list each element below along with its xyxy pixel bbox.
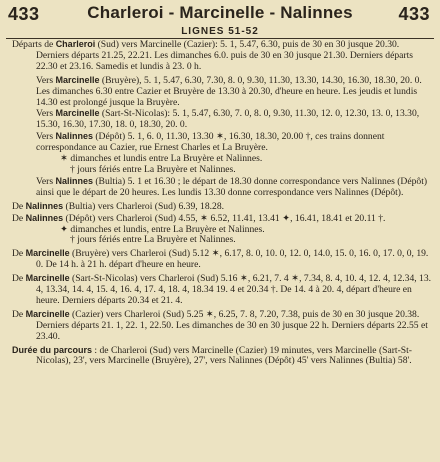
paragraph-text: (Bultia) 5. 1 et 16.30 ; le départ de 18.30 donne correspondance vers Nalinnes (Dépôt) ainsi que le départ de 20 heures. Les lundis 13.30 donne correspondance vers Nalinnes (Dépôt). (36, 175, 428, 198)
schedule-paragraph (6, 39, 434, 73)
paragraph-text: : de Charleroi (Sud) vers Marcinelle (Cazier) 19 minutes, vers Marcinelle (Sart-St-Nicolas), 23', vers Marcinelle (Bruyère), 27', vers Nalinnes (Dépôt) 45' vers Nalinnes (Bultia) 58'. (36, 344, 412, 367)
schedule-paragraph (6, 201, 434, 213)
paragraph-lead: De (12, 248, 26, 260)
paragraph-text: (Dépôt) 5. 1, 6. 0, 11.30, 13.30 ✶, 16.30, 18.30, 20.00 †, ces trains donnent correspondance au Cazier, rue Ernest Charles et La Bruyère. (36, 131, 385, 154)
footnote: ✶ dimanches et lundis entre La Bruyère et Nalinnes. (60, 153, 263, 165)
schedule-paragraph (6, 131, 434, 154)
schedule-paragraph (6, 108, 434, 131)
lines-subtitle: LIGNES 51-52 (181, 26, 259, 37)
place-name: Marcinelle (55, 74, 100, 85)
paragraph-text: (Dépôt) vers Charleroi (Sud) 4.55, ✶ 6.52, 11.41, 13.41 ✦, 16.41, 18.41 et 20.11 †. (63, 212, 386, 224)
paragraph-lead: Départs de (12, 39, 56, 50)
schedule-paragraph (6, 273, 434, 307)
place-name: Nalinnes (25, 200, 64, 211)
timetable-header (6, 2, 434, 28)
schedule-paragraph (6, 176, 434, 199)
paragraph-text: (Bruyère) vers Charleroi (Sud) 5.12 ✶, 6.17, 8. 0, 10. 0, 12. 0, 14.0, 15. 0, 16. 0, 17. 0, 0, 19. 0. De 14 h. à 21 h. départ d'heure en heure. (36, 248, 429, 271)
paragraph-lead: De (12, 308, 26, 320)
paragraph-lead: Vers (36, 131, 56, 143)
place-name: Marcinelle (25, 308, 70, 319)
place-name: Nalinnes (25, 212, 64, 223)
paragraph-text: (Sud) vers Marcinelle (Cazier): 5. 1, 5.47, 6.30, puis de 30 en 30 jusque 20.30. Derniers départs 21.25, 22.21. Les dimanches 6.0. puis de 30 en 30 jusque 21.30. Derniers départs 22.30 et 23.16. Samedis et lundis à 23. 0 h. (36, 39, 414, 72)
schedule-paragraph (6, 309, 434, 343)
paragraph-text: (Bruyère), 5. 1, 5.47, 6.30, 7.30, 8. 0, 9.30, 11.30, 13.30, 14.30, 16.30, 18.30, 20. 0. Les dimanches 6.30 entre Cazier et Bruyère de 13.30 à 20.30, d'heure en heure. Les jeudis et lundis 14.30 est prolongé jusque la Bruyère. (36, 74, 422, 108)
footnote: † jours fériés entre La Bruyère et Nalinnes. (70, 234, 236, 246)
place-name: Nalinnes (55, 175, 93, 186)
footnote: ✦ dimanches et lundis, entre La Bruyère et Nalinnes. (60, 223, 265, 235)
paragraph-lead: Vers (36, 74, 56, 86)
footnote: † jours fériés entre La Bruyère et Nalinnes. (70, 163, 236, 175)
paragraph-text: (Bultia) vers Charleroi (Sud) 6.39, 18.28. (63, 200, 225, 212)
paragraph-text: (Sart-St-Nicolas) vers Charleroi (Sud) 5.16 ✶, 6.21, 7. 4 ✶, 7.34, 8. 4, 10. 4, 12. 4, 12.34, 13. 4, 13.34, 14. 4, 15. 4, 16. 4, 17. 4, 18. 4, 18.34 19. 4 et 20.34 †. De 14. 4 à 20. 4, départ d'heure en heure. Derniers départs 20.34 et 21. 4. (36, 273, 432, 306)
schedule-paragraph (6, 248, 434, 271)
duration-paragraph (6, 345, 434, 368)
schedule-paragraph (6, 75, 434, 109)
paragraph-lead: Vers (36, 108, 56, 120)
paragraph-text: (Sart-St-Nicolas): 5. 1, 5.47, 6.30, 7. 0, 8. 0, 9.30, 11.30, 12. 0, 12.30, 13. 0, 13.30, 15.30, 16.30, 17.30, 18. 0, 18.30, 20. 0. (36, 108, 420, 131)
paragraph-text: (Cazier) vers Charleroi (Sud) 5.25 ✶, 6.25, 7. 8, 7.20, 7.38, puis de 30 en 30 jusque 20.38. Derniers départs 21. 1, 22. 1, 22.50. Les dimanches de 30 en 30 jusque 22 h. Derniers départs 22.55 et 23.40. (36, 308, 428, 342)
line-number-right: 433 (398, 4, 430, 24)
place-name: Marcinelle (55, 108, 100, 119)
place-name: Marcinelle (25, 273, 70, 284)
paragraph-lead: De (12, 200, 26, 212)
paragraph-lead: Durée du parcours (12, 344, 93, 355)
timetable-body (6, 39, 434, 367)
paragraph-lead: De (12, 212, 26, 224)
place-name: Nalinnes (55, 131, 93, 142)
schedule-paragraph (6, 213, 434, 225)
place-name: Marcinelle (25, 248, 70, 259)
paragraph-lead: De (12, 273, 26, 285)
place-name: Charleroi (55, 39, 96, 49)
paragraph-lead: Vers (36, 175, 56, 187)
line-number-left: 433 (8, 4, 40, 24)
route-title: Charleroi - Marcinelle - Nalinnes (87, 3, 353, 22)
